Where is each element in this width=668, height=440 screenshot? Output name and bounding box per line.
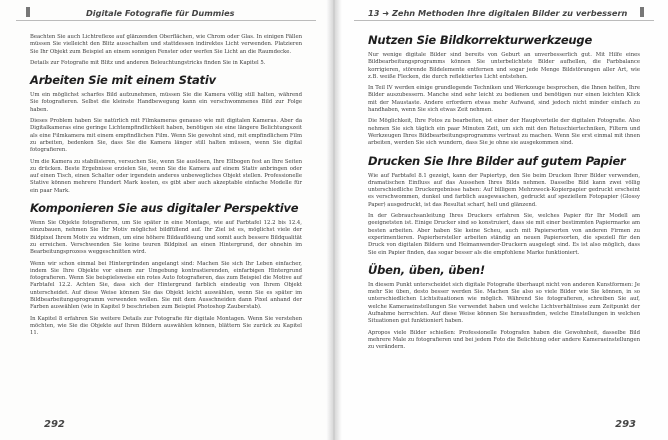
header-tab-mark (26, 7, 30, 17)
left-header-title: Digitale Fotografie für Dummies (86, 8, 235, 18)
body-paragraph: Um ein möglichst scharfes Bild aufzunehmen, müssen Sie die Kamera völlig still halten, während Sie fotografieren. Selbst die kleinste Handbewegung kann ein verschwommenes Bild zur Folge haben. (30, 92, 302, 113)
right-header-title: 13 ➜ Zehn Methoden Ihre digitalen Bilder zu verbessern (368, 8, 628, 18)
left-page (0, 0, 332, 440)
body-paragraph: Um die Kamera zu stabilisieren, versuchen Sie, wenn Sie auslösen, Ihre Ellbogen fest an Ihre Seiten zu drücken. Beste Ergebnisse erzielen Sie, wenn Sie die Kamera auf einem Stativ anbringen oder auf einen Tisch, einen Schalter oder irgendein anderes unbewegliches Objekt stellen. Professionelle Stative können mehrere Hundert Mark kosten, es gibt aber auch akzeptable einfache Modelle für ein paar Mark. (30, 158, 302, 194)
body-paragraph: Wie auf Farbtafel 8.1 gezeigt, kann der Papiertyp, den Sie beim Drucken Ihrer Bilder verwenden, dramatischen Einfluss auf das Aussehen Ihres Bilds nehmen. Dasselbe Bild kann zwei völlig unterschiedliche Druckergebnisse haben: Auf billigem Mehrzweck-Kopierpapier gedruckt erscheint es verschwommen, dunkel und farblich ausgewaschen, gedruckt auf speziellem Fotopapier (Glossy Paper) ausgedruckt, ist das Resultat scharf, hell und glänzend. (368, 172, 640, 208)
body-paragraph: Dieses Problem haben Sie natürlich mit Filmkameras genauso wie mit digitalen Kameras. Aber da Digitalkameras eine geringe Lichtempfindlichkeit haben, benötigen sie eine längere Belichtungszeit als eine Filmkamera mit einem empfindlichen Film. Wenn Sie gewohnt sind, mit empfindlichem Film zu arbeiten, bedenken Sie, dass Sie die Kamera länger still halten müssen, wenn Sie digital fotografieren. (30, 118, 302, 154)
section-heading: Üben, üben, üben! (368, 262, 485, 277)
right-running-header (354, 6, 654, 21)
right-page-number: 293 (615, 419, 636, 430)
body-paragraph: In Teil IV werden einige grundlegende Techniken und Werkzeuge besprochen, die Ihnen helfen, Ihre Bilder auszubessern. Manche sind sehr leicht zu bedienen und benötigen nur einen leichten Klick mit der Maustaste. Andere erfordern etwas mehr Aufwand, sind jedoch nicht minder einfach zu handhaben, wenn Sie sich etwas Zeit nehmen. (368, 85, 640, 114)
body-paragraph: In der Gebrauchsanleitung Ihres Druckers erfahren Sie, welches Papier für Ihr Modell am geeignetsten ist. Einige Drucker sind so konstruiert, dass sie mit einer bestimmten Papiermarke am besten arbeiten. Aber haben Sie keine Scheu, auch mit Papiersorten von anderen Firmen zu experimentieren. Papierhersteller arbeiten ständig an neuen Papiersorten, die speziell für den Druck von digitalen Bildern und Heimanwender-Druckern ausgelegt sind. Es ist also möglich, dass Sie ein Papier finden, das sogar besser als die empfohlene Marke funktioniert. (368, 213, 640, 256)
header-tab-mark (640, 7, 644, 17)
section-heading: Nutzen Sie Bildkorrekturwerkzeuge (368, 33, 593, 47)
body-paragraph: Nur wenige digitale Bilder sind bereits von Geburt an unverbesserlich gut. Mit Hilfe eines Bildbearbeitungsprogramms können Sie unterbelichtete Bilder aufhellen, die Farbbalance korrigieren, störende Bildelemente entfernen und sogar jede Menge Bildstörungen aller Art, wie z.B. weiße Flecken, die durch reflektiertes Licht entstehen. (368, 52, 640, 80)
body-paragraph: In diesem Punkt unterscheidet sich digitale Fotografie überhaupt nicht von anderen Kunstformen: Je mehr Sie üben, desto besser werden Sie. Machen Sie also so viele Bilder wie Sie können, in so unterschiedlichen Lichtsituationen wie möglich. Während Sie fotografieren, schreiben Sie auf, welche Kameraeinstellungen Sie verwendet haben und welche Lichtverhältnisse zum Zeitpunkt der Aufnahme herrschten. Auf diese Weise können Sie herausfinden, welche Einstellungen in welchen Situationen gut funktioniert haben. (368, 281, 640, 325)
left-running-header (16, 6, 316, 21)
body-paragraph: Wenn Sie Objekte fotografieren, um Sie später in eine Montage, wie auf Farbtafel 12.2 bis 12.4, einzubauen, nehmen Sie Ihr Motiv möglichst bildfüllend auf. Ihr Ziel ist es, möglichst viele der Bildpixel Ihrem Motiv zu widmen, um eine höhere Bildauflösung und somit auch bessere Bildqualität zu erreichen. Verschwenden Sie keine teuren Bildpixel an einen Hintergrund, der ohnehin im Bearbeitungsprozess weggeschnitten wird. (30, 220, 302, 256)
section-heading: Komponieren Sie aus digitaler Perspektive (30, 201, 299, 216)
section-heading: Arbeiten Sie mit einem Stativ (30, 73, 216, 88)
body-paragraph: In Kapitel 8 erfahren Sie weitere Details zur Fotografie für digitale Montagen. Wenn Sie verstehen möchten, wie Sie die Objekte auf Ihren Bildern auswählen können, blättern Sie zurück zu Kapitel 11. (30, 315, 302, 337)
body-paragraph: Wenn wir schon einmal bei Hintergründen angelangt sind: Machen Sie sich Ihr Leben einfacher, indem Sie Ihre Objekte vor einem zur Umgebung kontrastierenden, einfarbigen Hintergrund fotografieren. Wenn Sie beispielsweise ein rotes Auto fotografieren, das zum Beispiel die Motive auf Farbtafel 12.2. Achten Sie, dass sich der Hintergrund farblich eindeutig von Ihrem Objekt unterscheidet. Auf diese Weise können Sie das Objekt leicht auswählen, wenn Sie es später im Bildbearbeitungsprogramm verwenden wollen. Sie mit dem Ausschneiden dann Pixel anhand der Farben auswählen (wie in Kapitel 9 beschrieben zum Beispiel Photoshop Zauberstab). (30, 260, 302, 311)
body-paragraph: Apropos viele Bilder schießen: Professionelle Fotografen haben die Gewohnheit, dasselbe Bild mehrere Male zu fotografieren und bei jedem Foto die Belichtung oder andere Kameraeinstellungen zu verändern. (368, 329, 640, 351)
left-page-number: 292 (44, 419, 65, 430)
section-heading: Drucken Sie Ihre Bilder auf gutem Papier (368, 153, 626, 168)
right-body-text (368, 34, 640, 356)
book-gutter (326, 0, 342, 440)
body-paragraph: Details zur Fotografie mit Blitz und anderen Beleuchtungstricks finden Sie in Kapitel 5. (30, 59, 266, 66)
body-paragraph: Die Möglichkeit, Ihre Fotos zu bearbeiten, ist einer der Hauptvorteile der digitalen Fotografie. Also nehmen Sie sich täglich ein paar Minuten Zeit, um sich mit den Retuschiertechniken, Filtern und Werkzeugen Ihres Bildbearbeitungsprogramms vertraut zu machen. Wenn Sie erst einmal mit ihnen arbeiten, werden Sie sich wundern, dass Sie je ohne sie ausgekommen sind. (368, 118, 640, 147)
right-page (336, 0, 668, 440)
body-paragraph: Beachten Sie auch Lichtreflexe auf glänzenden Oberflächen, wie Chrom oder Glas. In einigen Fällen müssen Sie vielleicht den Blitz ausschalten und stattdessen indirektes Licht verwenden. Platzieren Sie Ihr Objekt zum Beispiel an einem sonnigen Fenster oder werfen Sie Licht an die Raumdecke. (30, 34, 302, 55)
left-body-text (30, 34, 302, 342)
